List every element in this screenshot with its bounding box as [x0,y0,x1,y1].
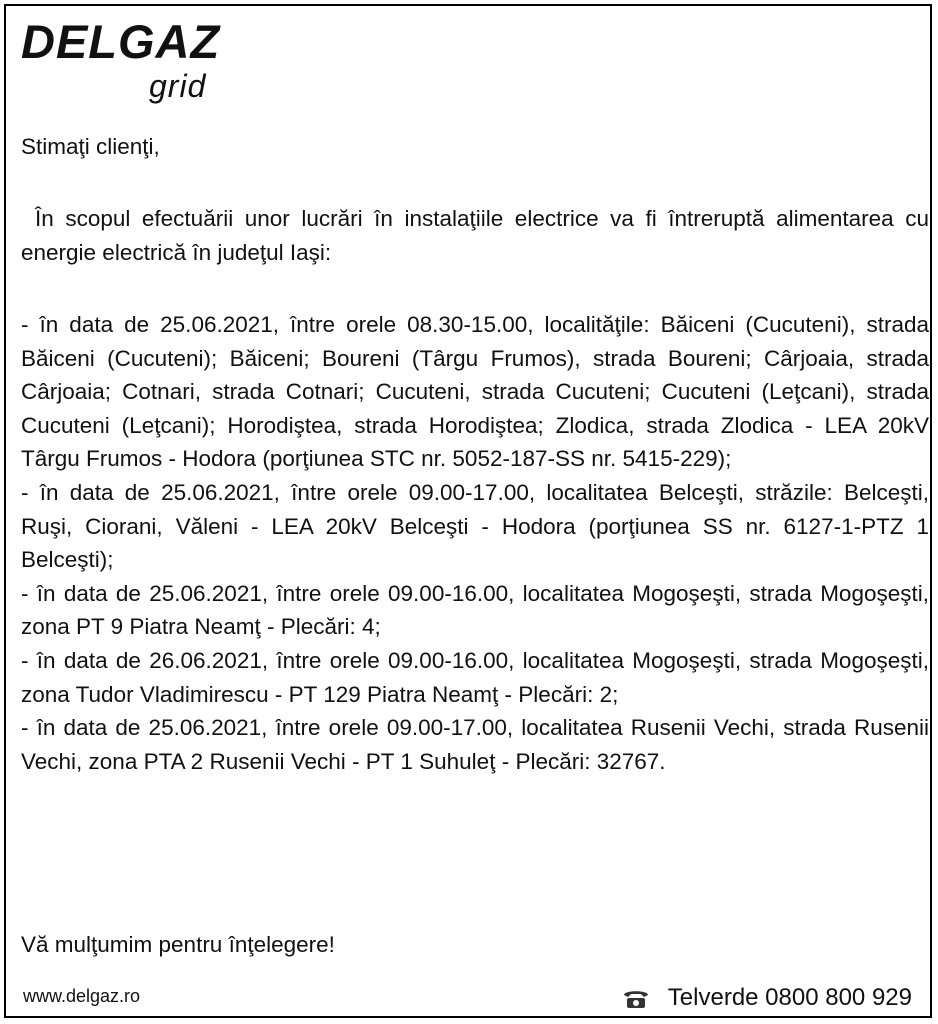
notice-frame [4,4,932,1018]
list-item: - în data de 26.06.2021, între orele 09.00-16.00, localitatea Mogoşeşti, strada Mogoşeşti, zona Tudor Vladimirescu - PT 129 Piatra Neamţ - Plecări: 2; [21,647,929,707]
phone-contact [622,984,912,1012]
telephone-icon [622,987,650,1009]
logo-subtitle: grid [149,68,207,104]
intro-paragraph: În scopul efectuării unor lucrări în instalaţiile electrice va fi întreruptă alimentarea cu energie electrică în judeţul Iaşi: [21,206,929,265]
list-item: - în data de 25.06.2021, între orele 09.00-17.00, localitatea Rusenii Vechi, strada Rusenii Vechi, zona PTA 2 Rusenii Vechi - PT 1 Suhuleţ - Plecări: 32767. [21,715,929,774]
delgaz-grid-logo [21,16,251,106]
list-item: - în data de 25.06.2021, între orele 08.30-15.00, localităţile: Băiceni (Cucuteni), strada Băiceni (Cucuteni); Băiceni; Boureni (Târgu Frumos), strada Boureni; Cârjoaia, strada Cârjoaia; Cotnari, strada Cotnari; Cucuteni, strada Cucuteni; Cucuteni (Leţcani), strada Cucuteni (Leţcani); Horodiştea, strada Horodiştea; Zlodica, strada Zlodica - LEA 20kV Târgu Frumos - Hodora (porţiunea STC nr. 5052-187-SS nr. 5415-229); [21,312,929,472]
list-item: - în data de 25.06.2021, între orele 09.00-17.00, localitatea Belceşti, străzile: Belceşti, Ruşi, Ciorani, Văleni - LEA 20kV Belceşti - Hodora (porţiunea SS nr. 6127-1-PTZ 1 Belceşti); [21,479,929,573]
closing-line: Vă mulţumim pentru înţelegere! [21,932,335,957]
logo-wordmark: DELGAZ [21,15,221,68]
greeting: Stimaţi clienţi, [21,134,160,159]
phone-number: Telverde 0800 800 929 [667,984,912,1011]
outage-list [21,308,929,778]
list-item: - în data de 25.06.2021, între orele 09.00-16.00, localitatea Mogoşeşti, strada Mogoşeşti, zona PT 9 Piatra Neamţ - Plecări: 4; [21,580,929,640]
website-link[interactable]: www.delgaz.ro [23,986,141,1006]
